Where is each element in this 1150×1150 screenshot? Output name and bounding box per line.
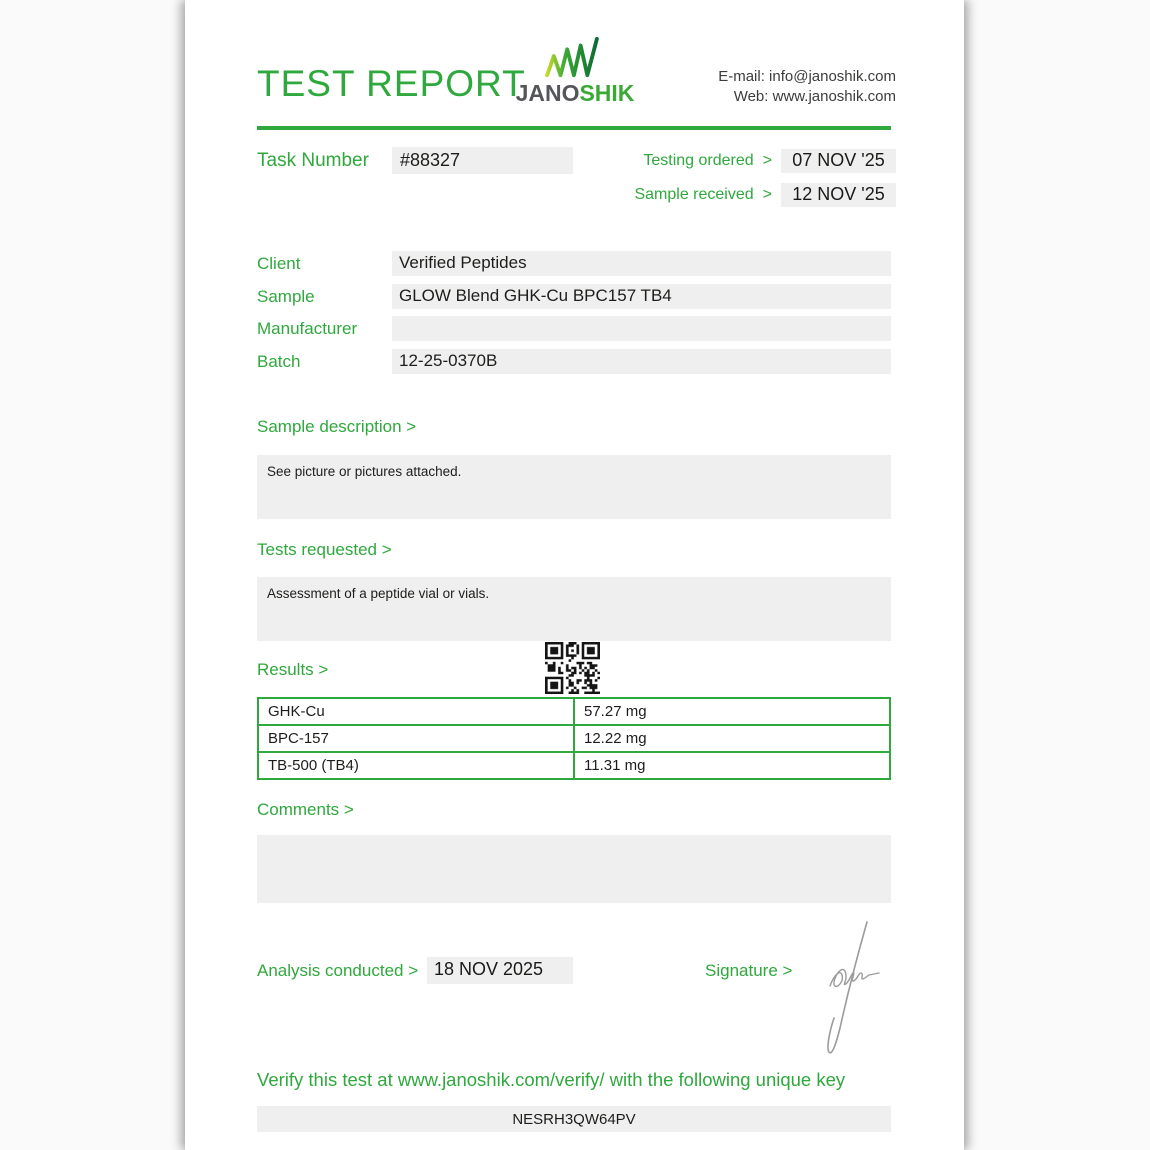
verify-instruction: Verify this test at www.janoshik.com/verify/ with the following unique key [257,1069,846,1090]
signature-image [803,916,895,1060]
batch-label: Batch [257,351,301,371]
wordmark-shik: SHIK [579,80,635,106]
contact-email: E-mail: info@janoshik.com [718,68,896,85]
testing-ordered-value: 07 NOV '25 [781,149,896,173]
analysis-conducted-date: 18 NOV 2025 [427,957,573,984]
page-title: TEST REPORT [257,63,526,104]
field-row-client [257,251,891,277]
field-row-manufacturer [257,316,891,342]
result-value: 11.31 mg [574,752,890,779]
table-row [258,752,890,779]
result-value: 57.27 mg [574,698,890,725]
sample-received-label: Sample received [634,186,754,203]
unique-key: NESRH3QW64PV [257,1106,891,1132]
sample-label: Sample [257,286,315,306]
signature-label: Signature > [705,961,793,980]
sample-description-box: See picture or pictures attached. [257,455,891,519]
table-row [258,725,890,752]
janoshik-chart-logo-icon [542,34,602,80]
task-number-value: #88327 [392,147,573,174]
comments-box [257,835,891,903]
qr-code [545,642,600,694]
janoshik-wordmark [515,80,635,107]
table-row [258,698,890,725]
sample-description-heading: Sample description > [257,417,417,436]
tests-requested-box: Assessment of a peptide vial or vials. [257,577,891,641]
sample-received-row [634,183,896,207]
task-number-label: Task Number [257,150,369,171]
tests-requested-heading: Tests requested > [257,540,392,559]
result-name: BPC-157 [258,725,574,752]
contact-web: Web: www.janoshik.com [733,88,896,105]
analysis-conducted-label: Analysis conducted > [257,961,419,980]
header-divider [257,126,891,130]
client-value: Verified Peptides [392,251,891,276]
sample-received-arrow: > [762,186,772,203]
contact-block [718,67,896,107]
testing-ordered-row [643,149,896,173]
info-fields [257,251,891,381]
testing-ordered-label: Testing ordered [643,152,754,169]
comments-heading: Comments > [257,800,354,819]
results-table [257,697,891,780]
testing-ordered-arrow: > [762,152,772,169]
sample-value: GLOW Blend GHK-Cu BPC157 TB4 [392,284,891,309]
manufacturer-label: Manufacturer [257,319,358,338]
result-name: GHK-Cu [258,698,574,725]
client-label: Client [257,254,301,273]
sample-received-value: 12 NOV '25 [781,183,896,207]
batch-value: 12-25-0370B [392,349,891,374]
field-row-batch [257,349,891,375]
results-heading: Results > [257,660,329,679]
result-name: TB-500 (TB4) [258,752,574,779]
manufacturer-value [392,316,891,341]
result-value: 12.22 mg [574,725,890,752]
report-page [185,0,964,1150]
wordmark-jano: JANO [515,80,580,106]
field-row-sample [257,284,891,310]
